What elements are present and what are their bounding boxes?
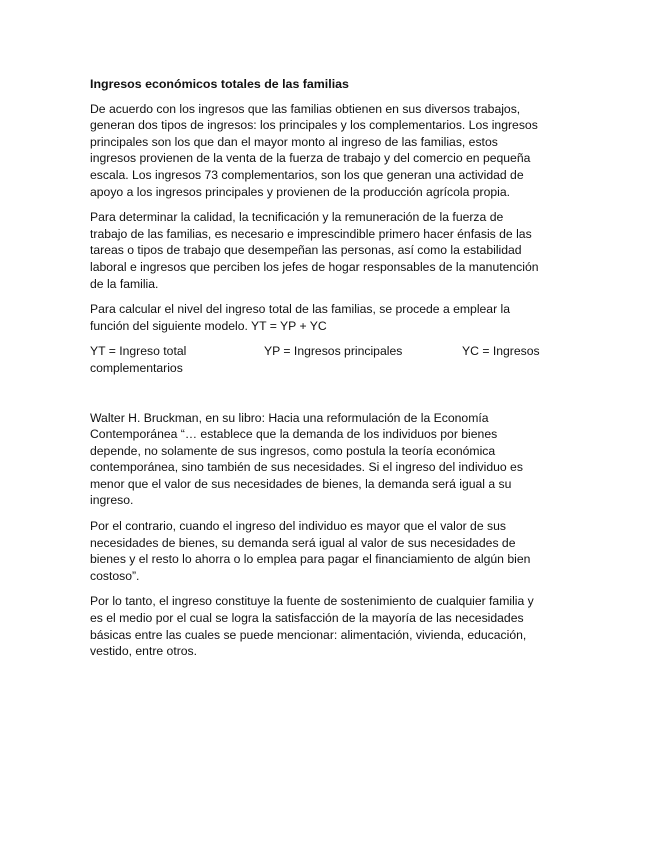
text-line: depende, no solamente de sus ingresos, como postula la teoría económica [90, 443, 496, 458]
formula-definitions [90, 343, 568, 360]
formula-yc: YC = Ingresos [462, 344, 540, 359]
text-line: vestido, entre otros. [90, 644, 198, 659]
text-line: tareas o tipos de trabajo que desempeñan las personas, así como la estabilidad [90, 243, 522, 258]
text-line: principales son los que dan el mayor monto al ingreso de las familias, estos [90, 134, 498, 149]
paragraph-labor-quality [90, 209, 568, 292]
text-line: Walter H. Bruckman, en su libro: Hacia una reformulación de la Economía [90, 410, 489, 425]
text-line: escala. Los ingresos 73 complementarios, son los que generan una actividad de [90, 167, 524, 182]
document-title: Ingresos económicos totales de las familias [90, 77, 349, 91]
text-line: necesidades de bienes, su demanda será igual al valor de sus necesidades de [90, 535, 516, 550]
text-line: Para determinar la calidad, la tecnificación y la remuneración de la fuerza de [90, 210, 504, 225]
text-line: Por el contrario, cuando el ingreso del individuo es mayor que el valor de sus [90, 519, 506, 534]
text-line: bienes y el resto lo ahorra o lo emplea para pagar el financiamiento de algún bien [90, 552, 531, 567]
formula-yp: YP = Ingresos principales [264, 344, 403, 359]
text-line: apoyo a los ingresos principales y provienen de la producción agrícola propia. [90, 184, 511, 199]
text-line: menor que el valor de sus necesidades de bienes, la demanda será igual a su [90, 476, 512, 491]
text-line: costoso”. [90, 568, 140, 583]
document-page [90, 76, 568, 669]
formula-continuation: complementarios [90, 360, 183, 375]
formula-yt: YT = Ingreso total [90, 344, 187, 359]
text-line: Por lo tanto, el ingreso constituye la fuente de sostenimiento de cualquier familia y [90, 594, 534, 609]
paragraph-contrary [90, 518, 568, 584]
text-line: generan dos tipos de ingresos: los principales y los complementarios. Los ingresos [90, 118, 538, 133]
blank-space [90, 386, 568, 410]
text-line: es el medio por el cual se logra la satisfacción de la mayoría de las necesidades [90, 611, 524, 626]
text-line: Para calcular el nivel del ingreso total de las familias, se procede a emplear la [90, 302, 511, 317]
text-line: De acuerdo con los ingresos que las familias obtienen en sus diversos trabajos, [90, 101, 521, 116]
text-line: trabajo de las familias, es necesario e imprescindible primero hacer énfasis de las [90, 226, 532, 241]
paragraph-model [90, 301, 568, 334]
paragraph-conclusion [90, 593, 568, 659]
text-line: de la familia. [90, 276, 159, 291]
text-line: función del siguiente modelo. YT = YP + YC [90, 318, 327, 333]
text-line: laboral e ingresos que perciben los jefes de hogar responsables de la manutención [90, 259, 539, 274]
text-line: Contemporánea “… establece que la demanda de los individuos por bienes [90, 427, 498, 442]
text-line: ingresos provienen de la venta de la fuerza de trabajo y del comercio en pequeña [90, 151, 531, 166]
paragraph-income-types [90, 101, 568, 201]
paragraph-bruckman [90, 410, 568, 510]
text-line: básicas entre las cuales se puede mencionar: alimentación, vivienda, educación, [90, 627, 527, 642]
text-line: ingreso. [90, 493, 134, 508]
text-line: contemporánea, sino también de sus necesidades. Si el ingreso del individuo es [90, 460, 523, 475]
